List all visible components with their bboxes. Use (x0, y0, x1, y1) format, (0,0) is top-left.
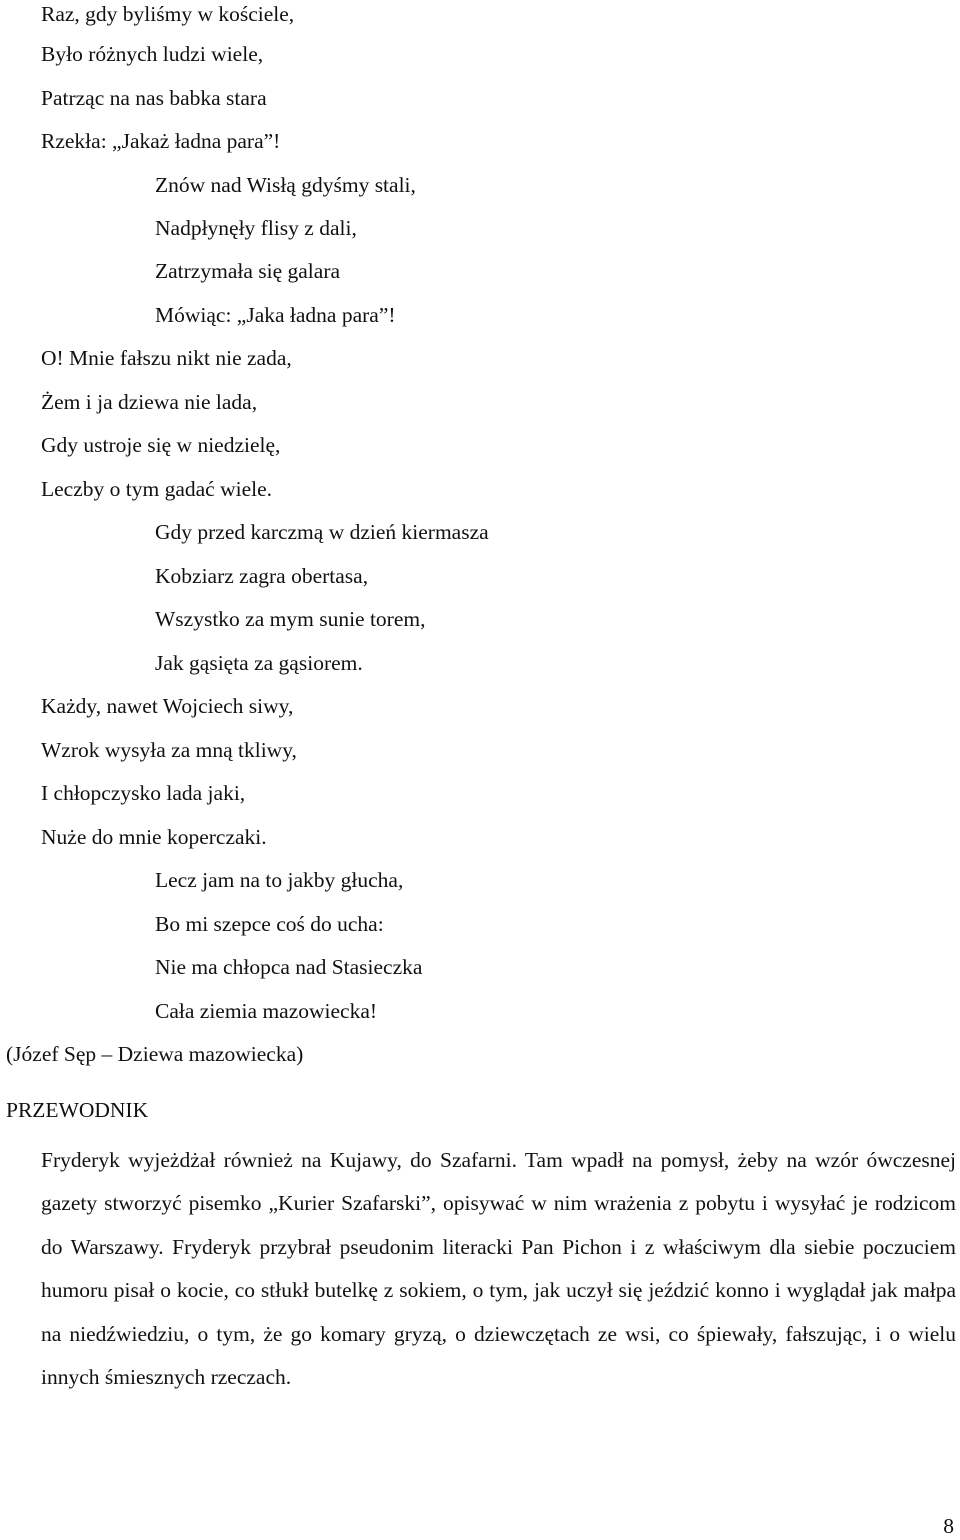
poem-line: Cała ziemia mazowiecka! (155, 999, 378, 1023)
poem-line: Gdy przed karczmą w dzień kiermasza (155, 520, 489, 544)
poem-line: I chłopczysko lada jaki, (41, 781, 246, 805)
poem-line: Wzrok wysyła za mną tkliwy, (41, 738, 297, 762)
poem-line: Bo mi szepce coś do ucha: (155, 912, 384, 936)
poem-line: Znów nad Wisłą gdyśmy stali, (155, 173, 416, 197)
poem-line: Nie ma chłopca nad Stasieczka (155, 955, 423, 979)
poem-line: Było różnych ludzi wiele, (41, 42, 264, 66)
poem-line: Każdy, nawet Wojciech siwy, (41, 694, 294, 718)
poem-line: Mówiąc: „Jaka ładna para”! (155, 303, 396, 327)
poem-line: Nuże do mnie koperczaki. (41, 825, 267, 849)
poem-line: Kobziarz zagra obertasa, (155, 564, 369, 588)
poem-line: Patrząc na nas babka stara (41, 86, 267, 110)
poem-line: Raz, gdy byliśmy w kościele, (41, 2, 295, 26)
poem-line: Lecz jam na to jakby głucha, (155, 868, 404, 892)
poem-line: O! Mnie fałszu nikt nie zada, (41, 346, 292, 370)
poem-line: Leczby o tym gadać wiele. (41, 477, 273, 501)
poem-line: Żem i ja dziewa nie lada, (41, 390, 258, 414)
poem-line: Jak gąsięta za gąsiorem. (155, 651, 363, 675)
poem-line: Gdy ustroje się w niedzielę, (41, 433, 281, 457)
poem-line: Rzekła: „Jakaż ładna para”! (41, 129, 281, 153)
poem-line: Nadpłynęły flisy z dali, (155, 216, 357, 240)
body-paragraph: Fryderyk wyjeżdżał również na Kujawy, do Szafarni. Tam wpadł na pomysł, żeby na wzór ówczesnej gazety stworzyć pisemko „Kurier Szafarski”, opisywać w nim wrażenia z pobytu i wysyłać je rodzicom do Warszawy. Fryderyk przybrał pseudonim literacki Pan Pichon i z właściwym dla siebie poczuciem humoru pisał o kocie, co stłukł butelkę z sokiem, o tym, jak uczył się jeździć konno i wyglądał jak małpa na niedźwiedziu, o tym, że go komary gryzą, o dziewczętach ze wsi, co śpiewały, fałszując, i o wielu innych śmiesznych rzeczach. (41, 1148, 956, 1390)
poem-line: Zatrzymała się galara (155, 259, 341, 283)
page-number: 8 (943, 1514, 954, 1538)
poem-attribution: (Józef Sęp – Dziewa mazowiecka) (6, 1042, 304, 1066)
section-heading: PRZEWODNIK (6, 1098, 149, 1122)
poem-line: Wszystko za mym sunie torem, (155, 607, 426, 631)
